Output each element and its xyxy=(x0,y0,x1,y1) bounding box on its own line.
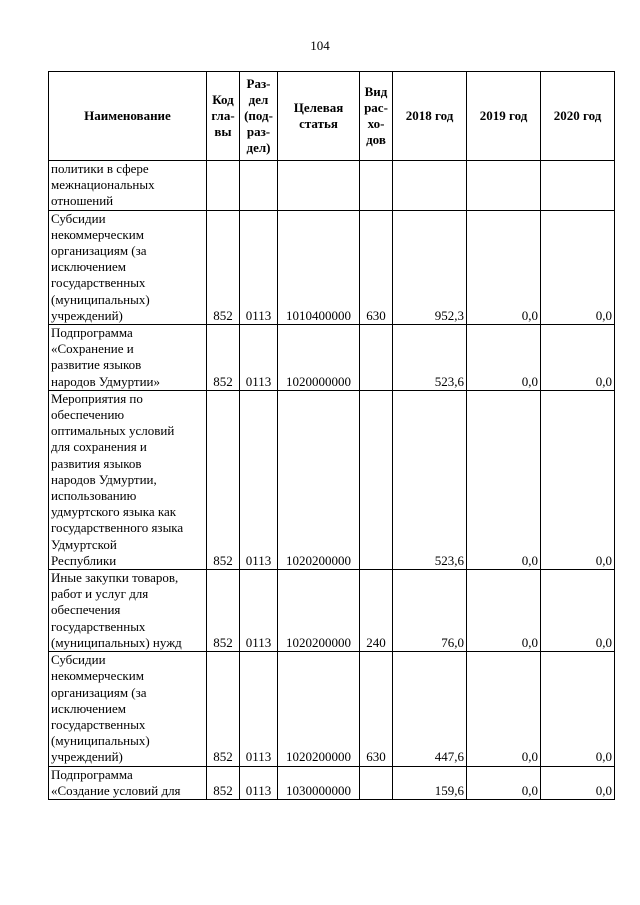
cell-name xyxy=(49,652,207,766)
cell-vid xyxy=(360,161,393,211)
cell-2019: 0,0 xyxy=(467,390,541,569)
header-razdel-line: (под- xyxy=(244,108,273,123)
cell-2018: 523,6 xyxy=(393,325,467,391)
cell-statya: 1020000000 xyxy=(278,325,360,391)
cell-kod: 852 xyxy=(207,570,240,652)
cell-name-line: учреждений) xyxy=(51,307,123,323)
cell-name-line: политики в сфере xyxy=(51,161,149,176)
cell-name-line: государственных xyxy=(51,618,146,634)
cell-2019: 0,0 xyxy=(467,325,541,391)
cell-name-line: Подпрограмма xyxy=(51,766,133,782)
cell-name-line: использованию xyxy=(51,488,137,504)
cell-name xyxy=(49,390,207,569)
cell-kod: 852 xyxy=(207,652,240,766)
cell-name-line: удмуртского языка как xyxy=(51,504,177,520)
cell-kod xyxy=(207,161,240,211)
cell-statya: 1020200000 xyxy=(278,390,360,569)
cell-vid: 240 xyxy=(360,570,393,652)
header-kod xyxy=(207,72,240,161)
header-vid-line: Вид xyxy=(364,84,388,99)
cell-name-line: оптимальных условий xyxy=(51,423,175,439)
header-statya-line: статья xyxy=(299,116,338,131)
header-2018: 2018 год xyxy=(393,72,467,161)
cell-kod: 852 xyxy=(207,325,240,391)
header-kod-line: вы xyxy=(214,124,232,139)
table-row xyxy=(49,390,615,569)
cell-2018: 523,6 xyxy=(393,390,467,569)
cell-name-line: Подпрограмма xyxy=(51,325,133,341)
cell-2018: 447,6 xyxy=(393,652,467,766)
table-row xyxy=(49,652,615,766)
cell-2020: 0,0 xyxy=(541,390,615,569)
cell-name-line: исключением xyxy=(51,259,126,275)
cell-name-line: «Сохранение и xyxy=(51,341,134,357)
cell-2020: 0,0 xyxy=(541,570,615,652)
table-row xyxy=(49,570,615,652)
cell-name-line: учреждений) xyxy=(51,749,123,765)
cell-name xyxy=(49,570,207,652)
table-body xyxy=(49,161,615,800)
cell-statya: 1020200000 xyxy=(278,652,360,766)
header-name: Наименование xyxy=(49,72,207,161)
table-row xyxy=(49,766,615,799)
cell-name-line: обеспечения xyxy=(51,602,121,618)
header-2019: 2019 год xyxy=(467,72,541,161)
cell-2019: 0,0 xyxy=(467,570,541,652)
cell-name xyxy=(49,325,207,391)
cell-name-line: Удмуртской xyxy=(51,536,117,552)
cell-name-line: исключением xyxy=(51,700,126,716)
cell-vid xyxy=(360,766,393,799)
cell-name-line: народов Удмуртии, xyxy=(51,471,157,487)
cell-razdel: 0113 xyxy=(240,390,278,569)
cell-kod: 852 xyxy=(207,210,240,324)
cell-name-line: межнациональных xyxy=(51,177,155,193)
header-razdel-line: раз- xyxy=(246,124,271,139)
cell-name-line: развития языков xyxy=(51,455,142,471)
header-statya xyxy=(278,72,360,161)
cell-vid xyxy=(360,390,393,569)
cell-razdel: 0113 xyxy=(240,766,278,799)
header-vid xyxy=(360,72,393,161)
cell-name-line: Субсидии xyxy=(51,652,106,668)
cell-name-line: обеспечению xyxy=(51,407,125,423)
cell-name xyxy=(49,210,207,324)
cell-name-line: организациям (за xyxy=(51,243,147,259)
cell-statya: 1010400000 xyxy=(278,210,360,324)
cell-name-line: развитие языков xyxy=(51,357,142,373)
cell-name-line: некоммерческим xyxy=(51,226,144,242)
page-number: 104 xyxy=(310,38,330,53)
header-kod-line: гла- xyxy=(211,108,235,123)
header-razdel-line: Раз- xyxy=(246,76,271,91)
cell-statya: 1020200000 xyxy=(278,570,360,652)
cell-razdel: 0113 xyxy=(240,652,278,766)
cell-name-line: Мероприятия по xyxy=(51,390,143,406)
cell-name-line: государственного языка xyxy=(51,520,184,536)
cell-2018: 159,6 xyxy=(393,766,467,799)
cell-name xyxy=(49,766,207,799)
cell-2019 xyxy=(467,161,541,211)
cell-name-line: работ и услуг для xyxy=(51,586,149,602)
budget-table xyxy=(48,71,615,800)
cell-name-line: государственных xyxy=(51,275,146,291)
cell-name-line: отношений xyxy=(51,193,114,209)
cell-name-line: некоммерческим xyxy=(51,668,144,684)
cell-2018: 952,3 xyxy=(393,210,467,324)
cell-name-line: организациям (за xyxy=(51,684,147,700)
cell-2020: 0,0 xyxy=(541,210,615,324)
cell-name-line: Субсидии xyxy=(51,210,106,226)
cell-name-line: народов Удмуртии» xyxy=(51,373,161,389)
header-vid-line: дов xyxy=(366,132,386,147)
header-razdel xyxy=(240,72,278,161)
cell-name-line: для сохранения и xyxy=(51,439,147,455)
cell-2018: 76,0 xyxy=(393,570,467,652)
cell-name-line: (муниципальных) нужд xyxy=(51,634,182,650)
header-vid-line: рас- xyxy=(364,100,388,115)
cell-vid: 630 xyxy=(360,652,393,766)
cell-2020: 0,0 xyxy=(541,325,615,391)
header-row xyxy=(49,72,615,161)
cell-2020: 0,0 xyxy=(541,652,615,766)
cell-2019: 0,0 xyxy=(467,766,541,799)
table-row xyxy=(49,161,615,211)
cell-2020 xyxy=(541,161,615,211)
cell-razdel: 0113 xyxy=(240,210,278,324)
cell-kod: 852 xyxy=(207,390,240,569)
header-kod-line: Код xyxy=(212,92,234,107)
cell-name-line: (муниципальных) xyxy=(51,291,150,307)
header-2020: 2020 год xyxy=(541,72,615,161)
cell-2019: 0,0 xyxy=(467,652,541,766)
header-razdel-line: дел xyxy=(248,92,269,107)
cell-name-line: Иные закупки товаров, xyxy=(51,570,179,586)
cell-kod: 852 xyxy=(207,766,240,799)
cell-razdel: 0113 xyxy=(240,570,278,652)
cell-statya: 1030000000 xyxy=(278,766,360,799)
cell-name-line: Республики xyxy=(51,552,117,568)
cell-name-line: (муниципальных) xyxy=(51,733,150,749)
cell-name xyxy=(49,161,207,211)
cell-2018 xyxy=(393,161,467,211)
cell-statya xyxy=(278,161,360,211)
cell-2020: 0,0 xyxy=(541,766,615,799)
header-razdel-line: дел) xyxy=(246,140,271,155)
cell-vid xyxy=(360,325,393,391)
cell-name-line: государственных xyxy=(51,716,146,732)
cell-2019: 0,0 xyxy=(467,210,541,324)
cell-name-line: «Создание условий для xyxy=(51,782,181,798)
table-row xyxy=(49,210,615,324)
cell-razdel xyxy=(240,161,278,211)
cell-razdel: 0113 xyxy=(240,325,278,391)
cell-vid: 630 xyxy=(360,210,393,324)
header-statya-line: Целевая xyxy=(293,100,344,115)
table-row xyxy=(49,325,615,391)
header-vid-line: хо- xyxy=(367,116,385,131)
